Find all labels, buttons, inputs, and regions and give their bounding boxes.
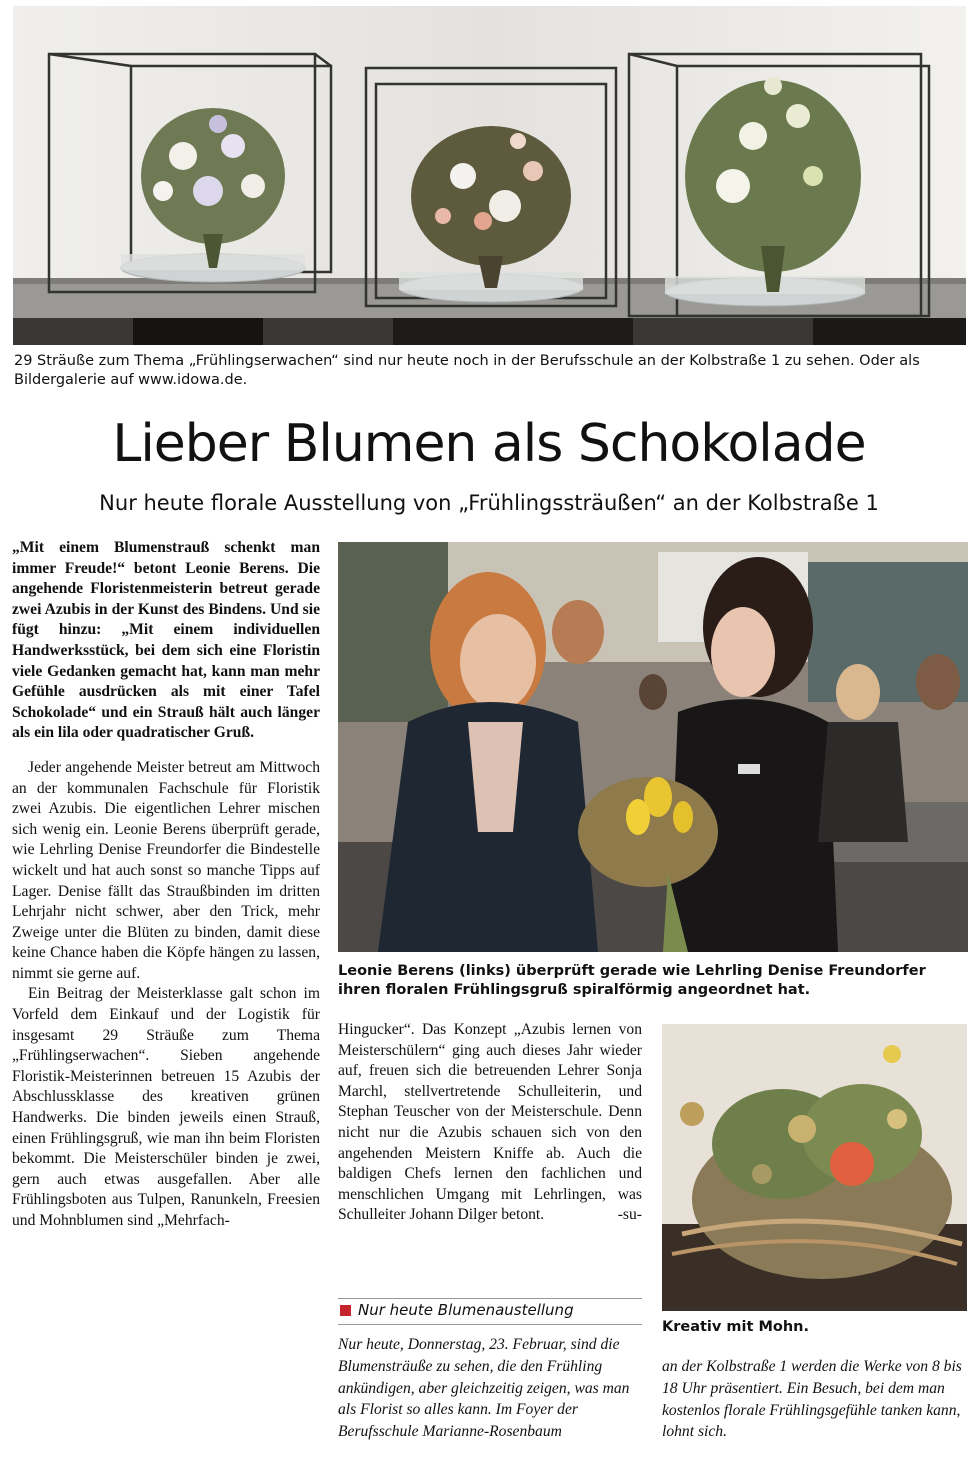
- left-column: [12, 538, 320, 1232]
- info-box-text-left: Nur heute, Donnerstag, 23. Februar, sind die Blumensträuße zu sehen, die den Frühling ankündigen, aber gleichzeitig zeigen, was man als Florist so alles kann. Im Foyer der Berufsschule Marianne-Rosenbaum: [338, 1336, 630, 1441]
- body-paragraph-1: Jeder angehende Meister betreut am Mittwoch an der kommunalen Fachschule für Floristik zwei Azubis. Die eigentlichen Lehrer mischen sich wenig ein. Leonie Berens überprüft gerade, wie Lehrling Denise Freundorfer die Bindestelle wickelt und hat auch sonst so manche Tipps auf Lager. Denise fällt das Straußbinden im dritten Lehrjahr nicht schwer, aber den Trick, mehr Zweige unter die Blüten zu binden, damit diese keine Chance haben die Köpfe hängen zu lassen, nimmt sie gerne auf.: [12, 758, 320, 982]
- top-photo-caption: 29 Sträuße zum Thema „Frühlingserwachen“ sind nur heute noch in der Berufsschule an der Kolbstraße 1 zu sehen. Oder als Bildergalerie auf www.idowa.de.: [14, 353, 920, 388]
- poppy-photo-illustration: [662, 1024, 967, 1311]
- body-paragraph-3: Hingucker“. Das Konzept „Azubis lernen von Meisterschülern“ ging auch dieses Jahr wieder auf, freuen sich die betreuenden Lehrer Sonja Marchl, stellvertretende Schulleiterin, und Stephan Teuscher von der Meisterschule. Denn nicht nur die Azubis schauen sich von den angehenden Meistern Kniffe ab. Auch die baldigen Chefs lernen den fachlichen und menschlichen Umgang mit Lehrlingen, was Schulleiter Johann Dilger betont. -su-: [338, 1020, 642, 1226]
- info-box-top-rule: [338, 1298, 642, 1299]
- subheadline: Nur heute florale Ausstellung von „Frühlingssträußen“ an der Kolbstraße 1: [99, 491, 879, 515]
- info-box-title: Nur heute Blumenaustellung: [358, 1301, 574, 1319]
- top-photo-illustration: [13, 6, 966, 345]
- info-box-square: [340, 1305, 351, 1316]
- poppy-photo: [662, 1024, 967, 1311]
- lead-paragraph: „Mit einem Blumenstrauß schenkt man immer Freude!“ betont Leonie Berens. Die angehende Floristenmeisterin betreut gerade zwei Azubis in der Kunst des Bindens. Und sie fügt hinzu: „Mit einem individuellen Handwerksstück, bei dem sich eine Floristin viele Gedanken gemacht hat, kann man mehr Gefühle ausdrücken als mit einer Tafel Schokolade“ und ein Strauß hält auch länger als ein lila oder quadratischer Gruß.: [12, 539, 320, 742]
- middle-column: [338, 1020, 642, 1226]
- body-paragraph-2: Ein Beitrag der Meisterklasse galt schon im Vorfeld dem Einkauf und der Logistik für insgesamt 29 Sträuße zum Thema „Frühlingserwachen“. Sieben angehende Floristik-Meisterinnen betreuen 15 Azubis der Abschlussklasse des kreativen grünen Handwerks. Die binden jeweils einen Strauß, einen Frühlingsgruß, wie man ihn beim Floristen bekommt. Die Meisterschüler binden je zwei, gern auch etwas ausgefallen. Aber alle Frühlingsboten aus Tulpen, Ranunkeln, Freesien und Mohnblumen sind „Mehrfach-: [12, 985, 320, 1229]
- info-box-bottom-rule: [338, 1324, 642, 1325]
- author-initials: -su-: [617, 1206, 642, 1224]
- info-box-text-right: an der Kolbstraße 1 werden die Werke von 8 bis 18 Uhr präsentiert. Ein Besuch, bei dem man kostenlos florale Frühlingsgefühle tanken kann, lohnt sich.: [662, 1358, 962, 1441]
- poppy-photo-caption: Kreativ mit Mohn.: [662, 1319, 810, 1335]
- top-photo: [13, 6, 966, 345]
- headline: Lieber Blumen als Schokolade: [112, 414, 866, 474]
- workshop-photo: [338, 542, 968, 952]
- workshop-photo-illustration: [338, 542, 968, 952]
- workshop-photo-caption: Leonie Berens (links) überprüft gerade wie Lehrling Denise Freundorfer ihren floralen Frühlingsgruß spiralförmig angeordnet hat.: [338, 963, 926, 998]
